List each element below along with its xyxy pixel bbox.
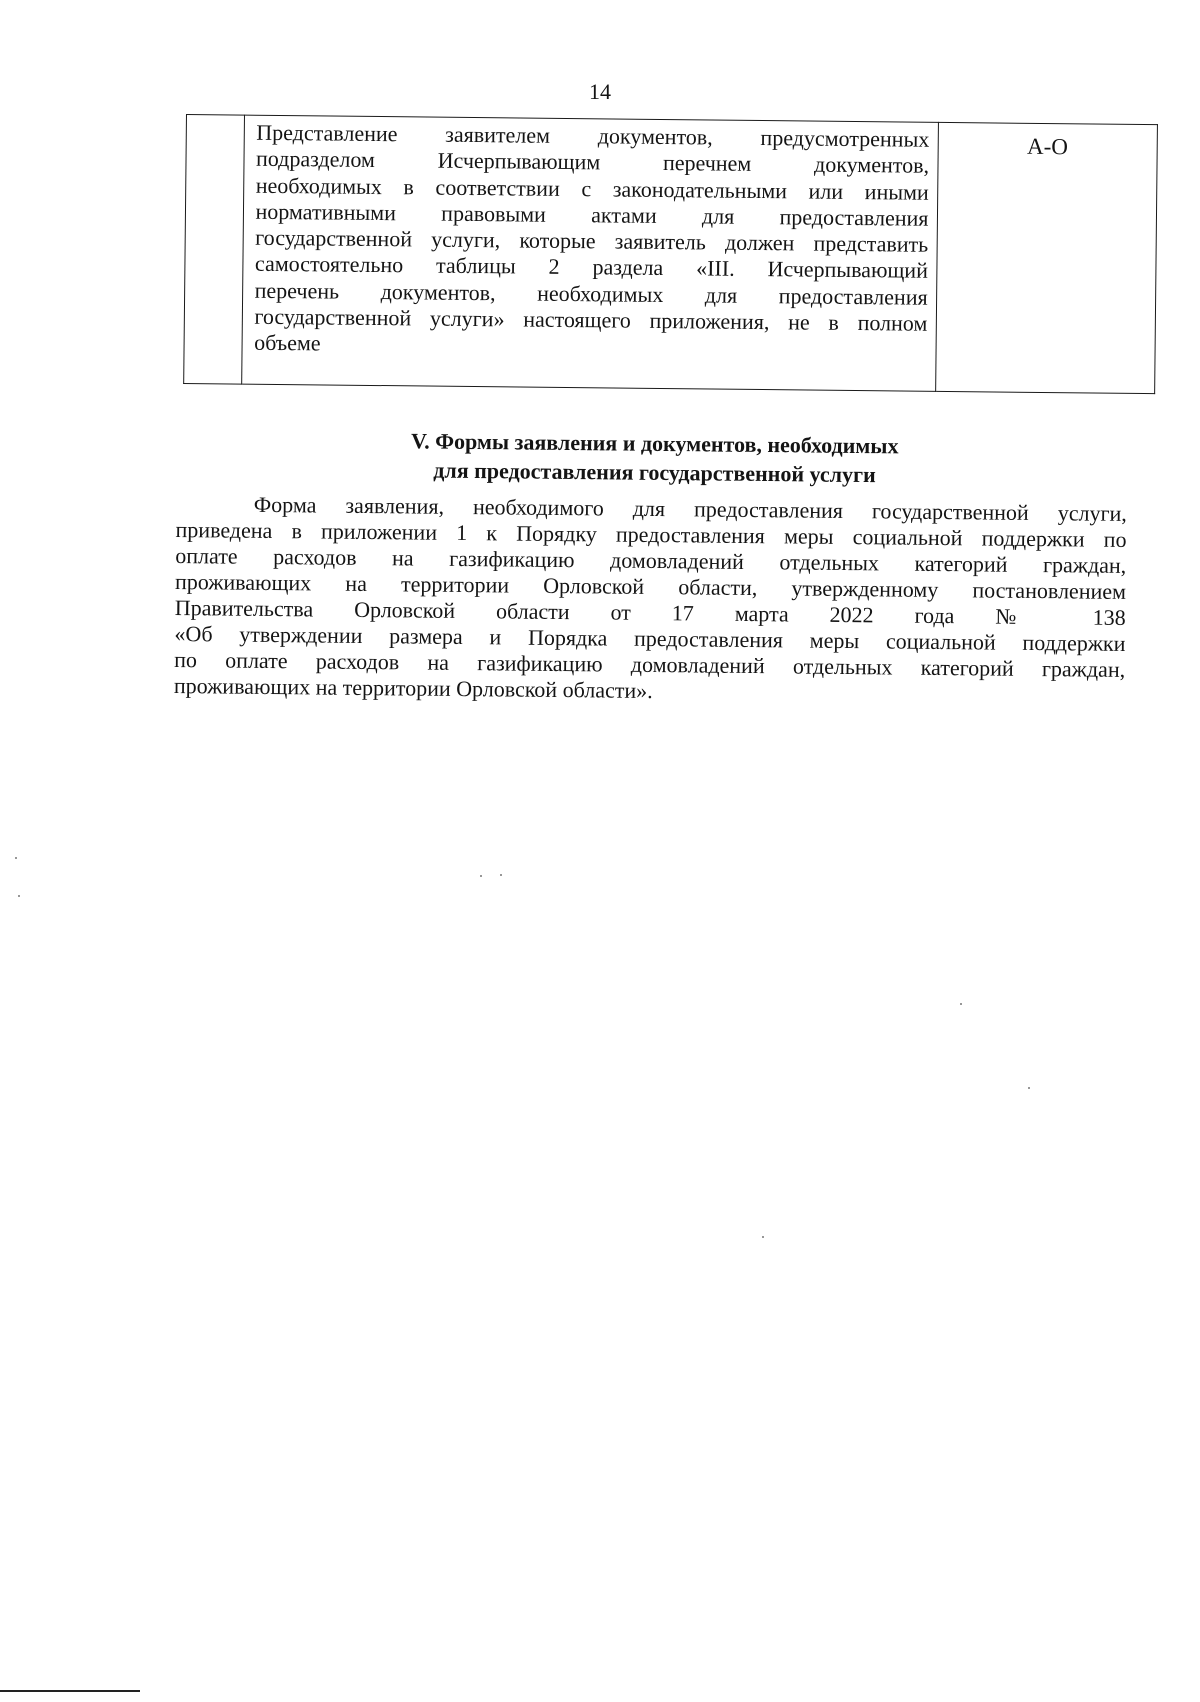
- description-line: перечень документов, необходимых для предоставления: [254, 277, 928, 310]
- section-heading: [0, 422, 1200, 494]
- paragraph-line: Форма заявления, необходимого для предоставления государственной услуги,: [253, 491, 1127, 526]
- page-number: 14: [589, 79, 611, 104]
- paragraph-line: «Об утверждении размера и Порядка предоставления меры социальной поддержки: [174, 620, 1126, 656]
- description-line: самостоятельно таблицы 2 раздела «III. Исчерпывающий: [254, 251, 929, 284]
- scan-edge-line: [0, 1690, 140, 1692]
- description-line: объеме: [254, 330, 321, 356]
- scan-speck: [15, 857, 17, 859]
- paragraph-line: приведена в приложении 1 к Порядку предоставления меры социальной поддержки по: [175, 516, 1127, 552]
- scan-speck: [500, 874, 502, 876]
- description-line: необходимых в соответствии с законодательными или иными: [255, 172, 929, 205]
- section-heading-line: V. Формы заявления и документов, необходимых: [410, 428, 899, 459]
- description-line: государственной услуги, которые заявитель должен представить: [255, 224, 929, 257]
- row-code-cell: А-О: [935, 122, 1157, 393]
- scan-speck: [762, 1236, 764, 1238]
- paragraph-line: проживающих на территории Орловской области, утвержденному постановлением: [174, 568, 1127, 604]
- scan-speck: [480, 875, 482, 877]
- description-line: нормативными правовыми актами для предоставления: [255, 198, 929, 231]
- row-number-cell: [184, 115, 244, 385]
- table-row: [184, 115, 1158, 394]
- paragraph-line: Правительства Орловской области от 17 марта 2022 года № 138: [174, 594, 1126, 630]
- row-description-cell: [241, 115, 938, 391]
- scan-speck: [1028, 1087, 1030, 1089]
- description-line: подразделом Исчерпывающим перечнем документов,: [255, 146, 930, 179]
- paragraph-line: оплате расходов на газификацию домовладений отдельных категорий граждан,: [175, 542, 1127, 578]
- body-paragraph: [174, 491, 1127, 709]
- description-line: Представление заявителем документов, предусмотренных: [256, 119, 930, 152]
- service-table: [183, 114, 1158, 394]
- paragraph-line: по оплате расходов на газификацию домовладений отдельных категорий граждан,: [174, 646, 1126, 682]
- section-heading-line: для предоставления государственной услуги: [433, 457, 876, 488]
- row-description: [254, 120, 929, 364]
- scan-speck: [960, 1003, 962, 1005]
- scan-speck: [18, 895, 20, 897]
- description-line: государственной услуги» настоящего приложения, не в полном: [254, 303, 928, 336]
- paragraph-line: проживающих на территории Орловской области».: [173, 672, 653, 704]
